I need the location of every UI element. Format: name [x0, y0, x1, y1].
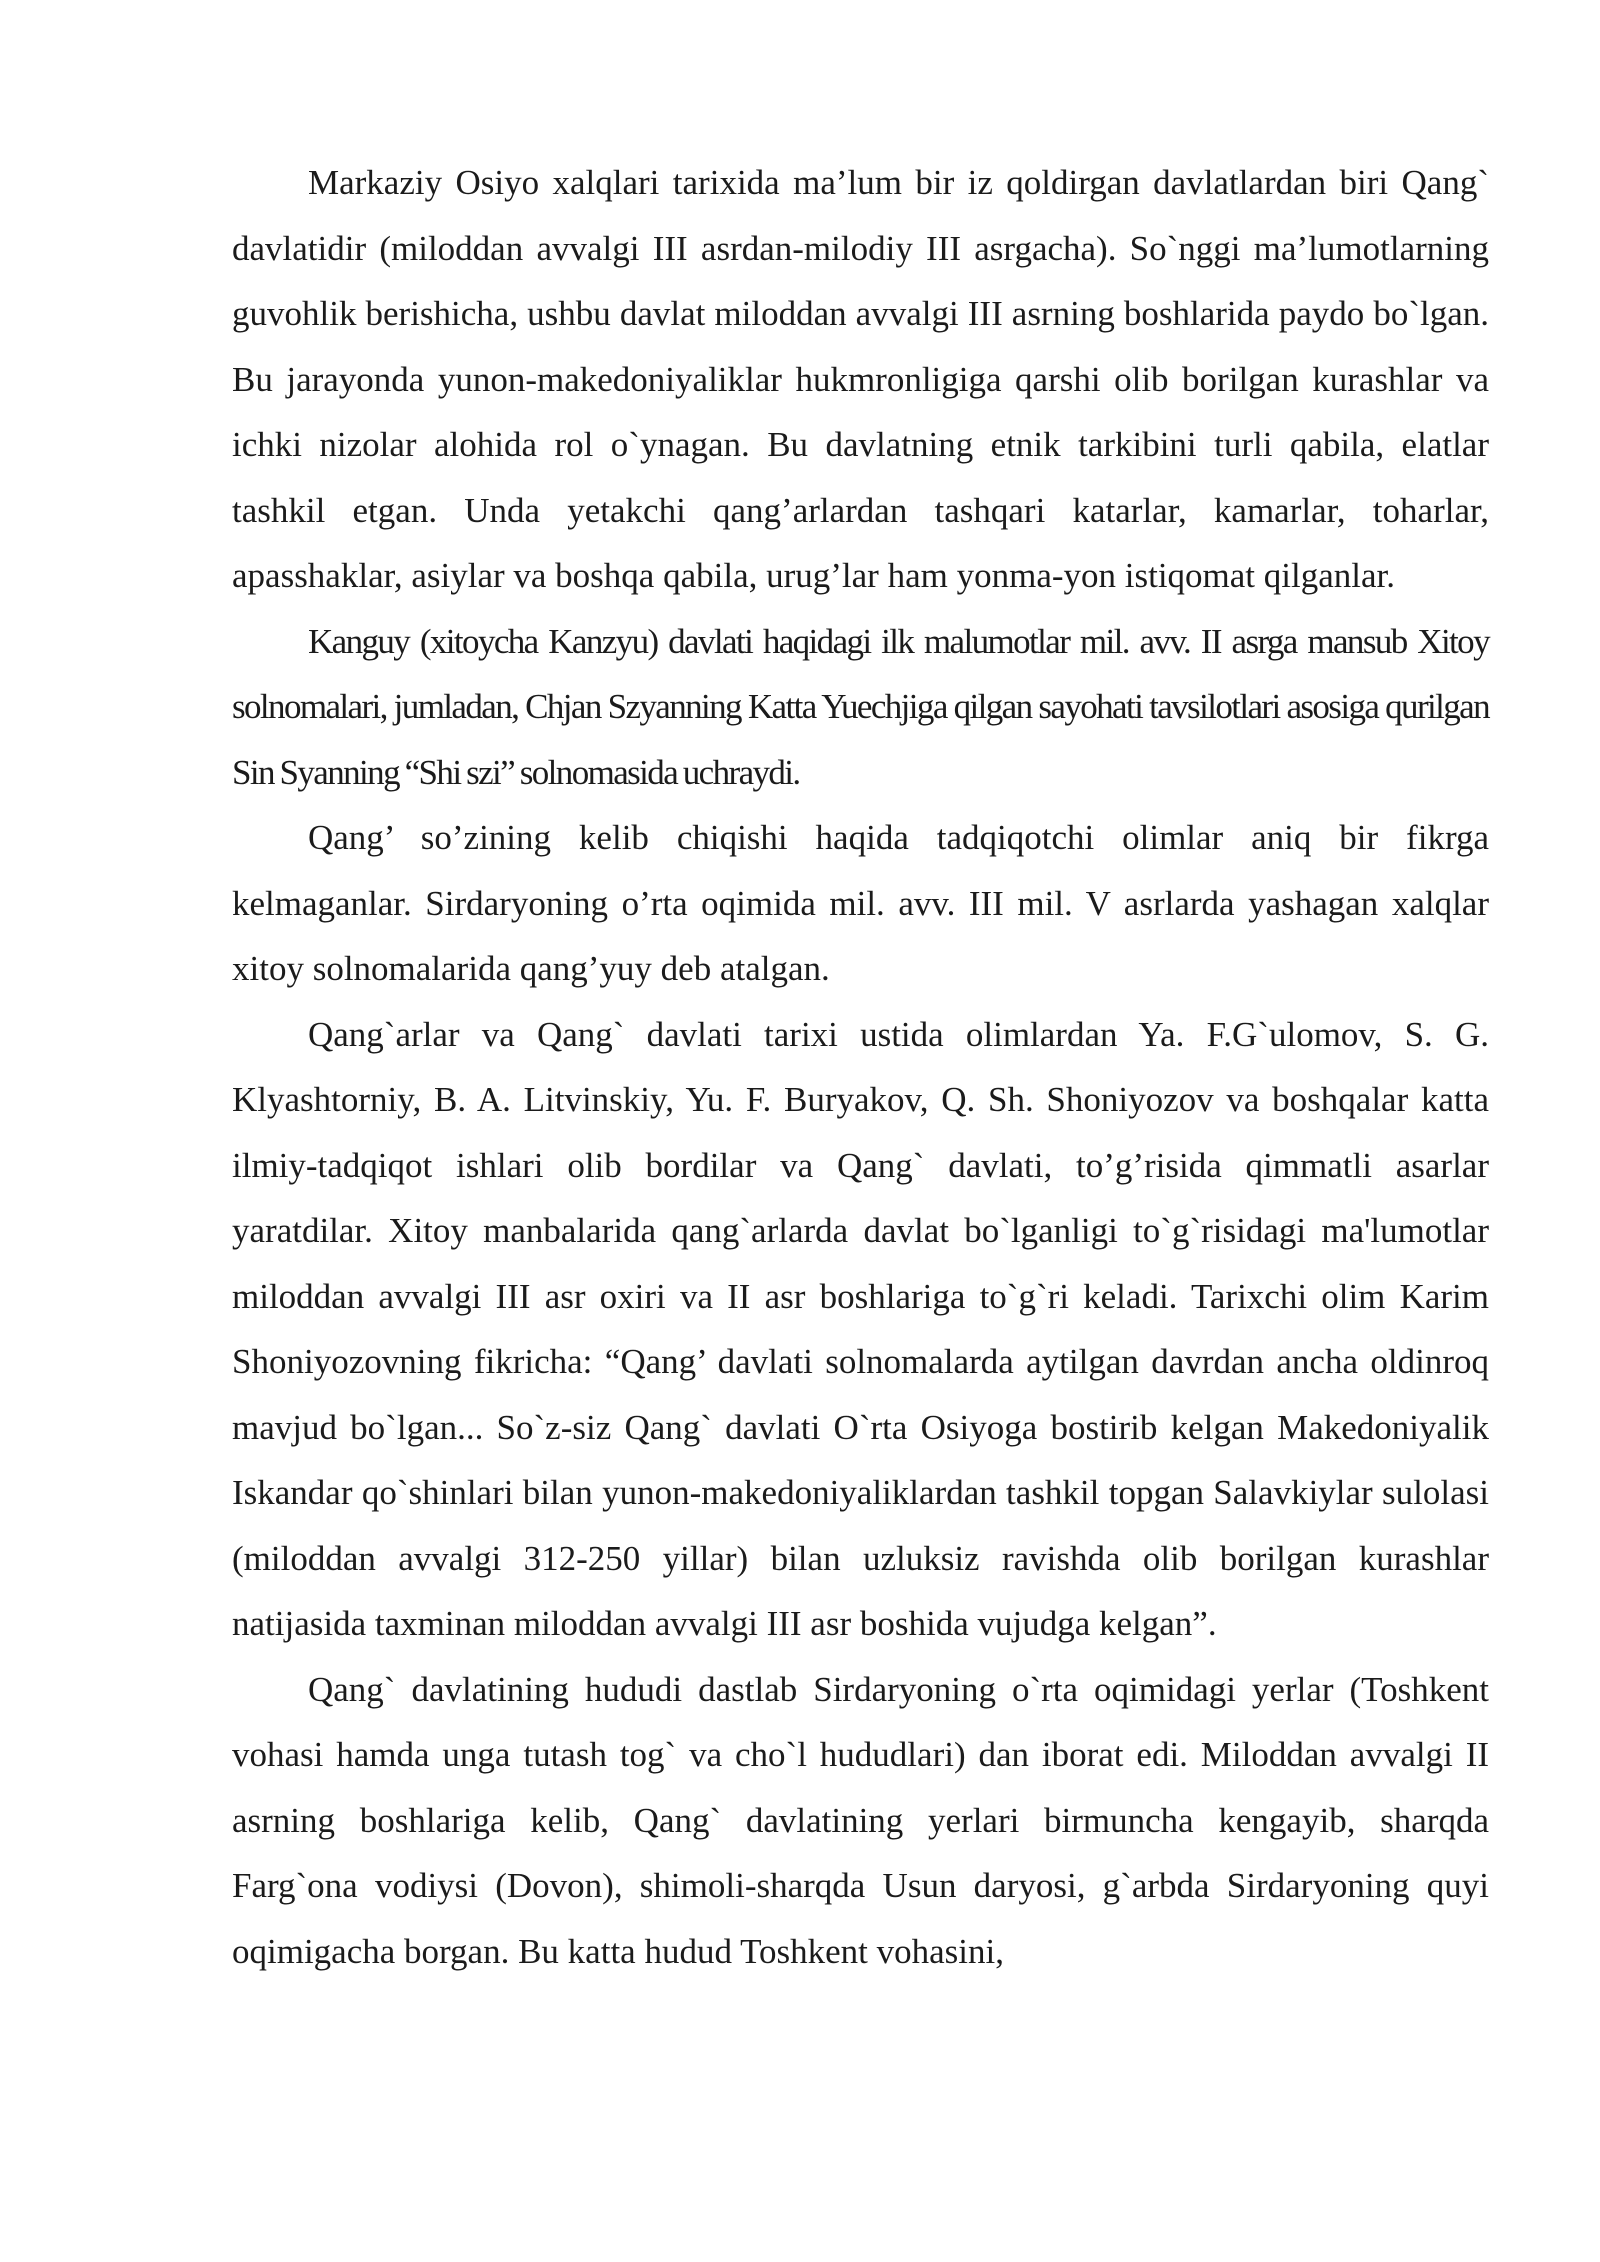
text-column — [232, 150, 1489, 1984]
paragraph-qang-territory: Qang` davlatining hududi dastlab Sirdaryoning o`rta oqimidagi yerlar (Toshkent vohasi hamda unga tutash tog` va cho`l hududlari) dan iborat edi. Miloddan avvalgi II asrning boshlariga kelib, Qang` davlatining yerlari birmuncha kengayib, sharqda Farg`ona vodiysi (Dovon), shimoli-sharqda Usun daryosi, g`arbda Sirdaryoning quyi oqimigacha borgan. Bu katta hudud Toshkent vohasini, — [232, 1669, 1489, 1971]
paragraph-qang-researchers: Qang`arlar va Qang` davlati tarixi ustida olimlardan Ya. F.G`ulomov, S. G. Klyashtorniy, B. A. Litvinskiy, Yu. F. Buryakov, Q. Sh. Shoniyozov va boshqalar katta ilmiy-tadqiqot ishlari olib bordilar va Qang` davlati, to’g’risida qimmatli asarlar yaratdilar. Xitoy manbalarida qang`arlarda davlat bo`lganligi to`g`risidagi ma'lumotlar miloddan avvalgi III asr oxiri va II asr boshlariga to`g`ri keladi. Tarixchi olim Karim Shoniyozovning fikricha: “Qang’ davlati solnomalarda aytilgan davrdan ancha oldinroq mavjud bo`lgan... So`z-siz Qang` davlati O`rta Osiyoga bostirib kelgan Makedoniyalik Iskandar qo`shinlari bilan yunon-makedoniyaliklardan tashkil topgan Salavkiylar sulolasi (miloddan avvalgi 312-250 yillar) bilan uzluksiz ravishda olib borilgan kurashlar natijasida taxminan miloddan avvalgi III asr boshida vujudga kelgan”. — [232, 1014, 1489, 1643]
paragraph-qang-word-origin: Qang’ so’zining kelib chiqishi haqida tadqiqotchi olimlar aniq bir fikrga kelmaganlar. Sirdaryoning o’rta oqimida mil. avv. III mil. V asrlarda yashagan xalqlar xitoy solnomalarida qang’yuy deb atalgan. — [232, 818, 1489, 988]
paragraph-kanguy-chinese-sources: Kanguy (xitoycha Kanzyu) davlati haqidagi ilk malumotlar mil. avv. II asrga mansub Xitoy solnomalari, jumladan, Chjan Szyanning Katta Yuechjiga qilgan sayohati tavsilotlari asosiga qurilgan Sin Syanning “Shi szi” solnomasida uchraydi. — [232, 621, 1489, 792]
paragraph-qang-state-origins: Markaziy Osiyo xalqlari tarixida ma’lum bir iz qoldirgan davlatlardan biri Qang` davlatidir (miloddan avvalgi III asrdan-milodiy III asrgacha). So`nggi ma’lumotlarning guvohlik berishicha, ushbu davlat miloddan avvalgi III asrning boshlarida paydo bo`lgan. Bu jarayonda yunon-makedoniyaliklar hukmronligiga qarshi olib borilgan kurashlar va ichki nizolar alohida rol o`ynagan. Bu davlatning etnik tarkibini turli qabila, elatlar tashkil etgan. Unda yetakchi qang’arlardan tashqari katarlar, kamarlar, toharlar, apasshaklar, asiylar va boshqa qabila, urug’lar ham yonma-yon istiqomat qilganlar. — [232, 163, 1489, 595]
